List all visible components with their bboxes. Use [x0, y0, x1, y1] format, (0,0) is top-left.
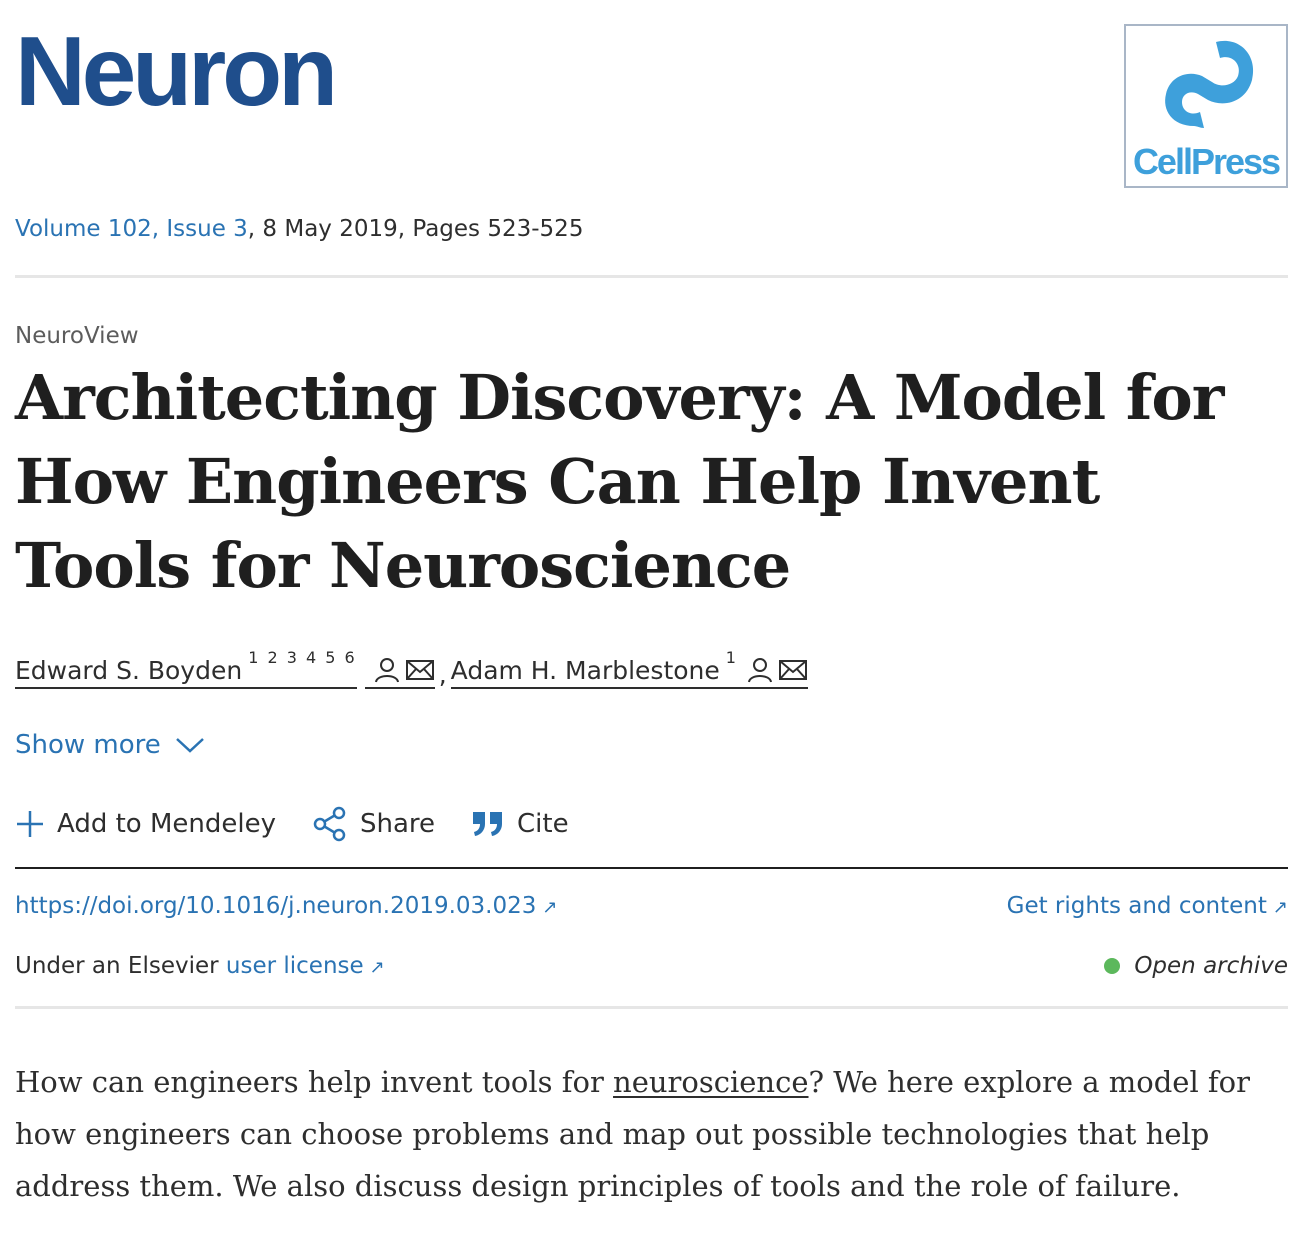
email-icon: [405, 658, 435, 682]
rights-text: Get rights and content: [1006, 893, 1267, 919]
cellpress-mark-icon: [1154, 36, 1262, 148]
person-icon: [746, 656, 774, 684]
quote-icon: [471, 810, 505, 838]
divider: [15, 867, 1288, 869]
keyword-link[interactable]: neuroscience: [613, 1065, 809, 1099]
divider: [15, 1006, 1288, 1009]
share-icon: [312, 806, 348, 842]
cellpress-logo[interactable]: [1124, 24, 1288, 188]
chevron-down-icon: [175, 736, 205, 754]
external-link-icon: ↗: [1272, 897, 1288, 918]
cite-label: Cite: [517, 809, 569, 839]
external-link-icon: ↗: [542, 897, 558, 918]
article-actions: [15, 806, 605, 842]
person-icon: [373, 656, 401, 684]
author-separator: ,: [438, 660, 447, 689]
mendeley-label: Add to Mendeley: [57, 809, 276, 839]
journal-title[interactable]: Neuron: [15, 16, 334, 126]
author-affiliations: 1 2 3 4 5 6: [248, 648, 357, 667]
doi-link[interactable]: [15, 893, 557, 919]
show-more-button[interactable]: [15, 730, 205, 760]
article-title: Architecting Discovery: A Model for How Engineers Can Help Invent Tools for Neuroscience: [15, 361, 1224, 602]
abstract-before: How can engineers help invent tools for: [15, 1065, 614, 1099]
abstract: [15, 1056, 1288, 1212]
publisher-name: CellPress: [1132, 141, 1280, 182]
external-link-icon: ↗: [369, 957, 385, 978]
author-name: Edward S. Boyden: [15, 656, 243, 685]
cite-button[interactable]: [471, 809, 569, 839]
license-link-text: user license: [225, 953, 364, 979]
open-archive-badge: [1104, 953, 1288, 979]
email-icon: [778, 658, 808, 682]
divider: [15, 275, 1288, 278]
share-button[interactable]: [312, 806, 435, 842]
add-to-mendeley-button[interactable]: [15, 809, 276, 839]
plus-icon: [15, 809, 45, 839]
author-affiliations: 1: [725, 648, 738, 667]
issue-date-pages: , 8 May 2019, Pages 523-525: [247, 216, 584, 242]
volume-issue-link[interactable]: Volume 102, Issue 3: [15, 216, 248, 242]
author-list: [15, 645, 808, 689]
doi-row: [15, 893, 1288, 919]
doi-text: https://doi.org/10.1016/j.neuron.2019.03.023: [15, 893, 537, 919]
article-page: [15, 0, 1288, 1242]
user-license-link[interactable]: [226, 953, 385, 979]
access-label: Open archive: [1134, 953, 1288, 979]
abstract-after: ? We here explore a model for how engineers can choose problems and map out possible technologies that help address them. We also discuss design principles of tools and the role of failure.: [15, 1065, 1250, 1203]
issue-info: [15, 216, 583, 242]
author-name: Adam H. Marblestone: [450, 656, 720, 685]
article-type: NeuroView: [15, 323, 139, 349]
show-more-label: Show more: [15, 730, 161, 760]
license-info: [15, 953, 385, 979]
share-label: Share: [359, 809, 436, 839]
author-marblestone[interactable]: [451, 647, 808, 689]
license-prefix: Under an Elsevier: [15, 953, 226, 979]
open-access-dot-icon: [1104, 958, 1120, 974]
author-boyden-contact[interactable]: [365, 647, 435, 689]
get-rights-link[interactable]: [1007, 893, 1288, 919]
author-boyden[interactable]: [15, 647, 357, 689]
license-row: [15, 953, 1288, 979]
